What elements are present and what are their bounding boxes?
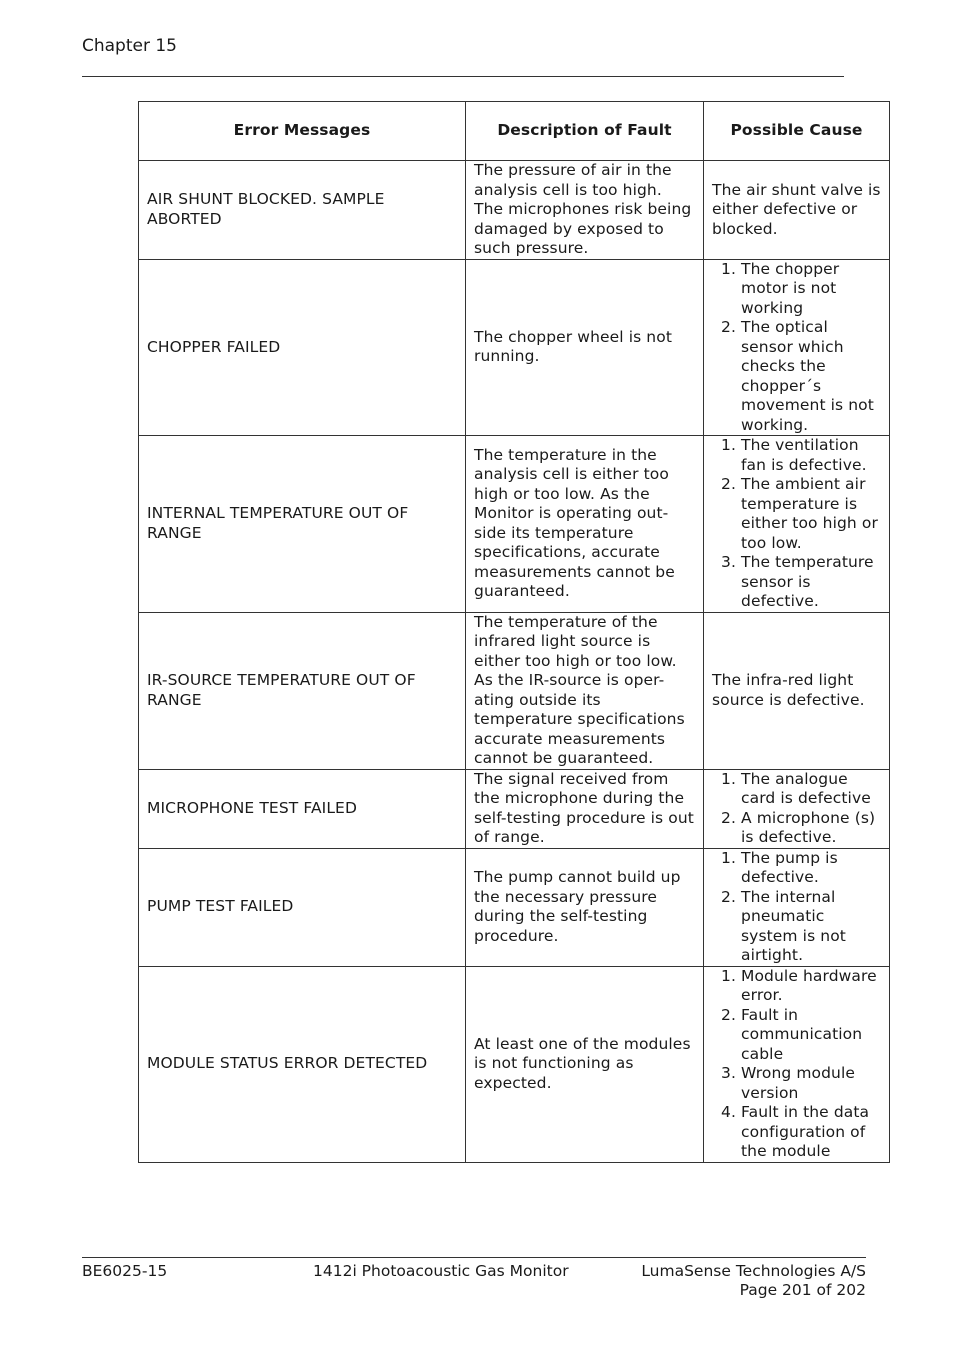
fault-description-cell: The temperature in the analysis cell is either too high or too low. As the Monitor is operating out-side its temperature specifications, accurate measurements cannot be guaranteed. <box>466 436 704 613</box>
footer-company: LumaSense Technologies A/S <box>641 1262 866 1280</box>
cause-list-item: 2. The internal pneumatic system is not airtight. <box>741 888 881 966</box>
cause-list-item: 2. The ambient air temperature is either too high or too low. <box>741 475 881 553</box>
cause-list-item: 1. The ventilation fan is defective. <box>741 436 881 475</box>
chapter-heading: Chapter 15 <box>82 36 178 56</box>
possible-cause-cell <box>704 769 890 848</box>
error-messages-table <box>138 101 890 1163</box>
error-message-cell: CHOPPER FAILED <box>139 259 466 436</box>
cause-list <box>712 260 881 436</box>
cause-list-item: 3. The temperature sensor is defective. <box>741 553 881 612</box>
error-message-cell: AIR SHUNT BLOCKED. SAMPLE ABORTED <box>139 161 466 260</box>
cause-list-item: 3. Wrong module version <box>741 1064 881 1103</box>
header-divider <box>82 76 844 77</box>
error-message-cell: PUMP TEST FAILED <box>139 848 466 966</box>
cause-list <box>712 967 881 1162</box>
footer-page-number: Page 201 of 202 <box>739 1281 866 1299</box>
table-row <box>139 259 890 436</box>
fault-description-cell: The pressure of air in the analysis cell is too high. The microphones risk being damaged by exposed to such pressure. <box>466 161 704 260</box>
footer-divider <box>82 1257 866 1258</box>
fault-description-cell: The signal received from the microphone during the self-testing procedure is out of range. <box>466 769 704 848</box>
error-message-cell: MODULE STATUS ERROR DETECTED <box>139 966 466 1162</box>
cause-list-item: 1. The chopper motor is not working <box>741 260 881 319</box>
table-row <box>139 161 890 260</box>
possible-cause-cell <box>704 436 890 613</box>
table-header-row <box>139 102 890 161</box>
error-message-cell: IR-SOURCE TEMPERATURE OUT OF RANGE <box>139 612 466 769</box>
footer-product: 1412i Photoacoustic Gas Monitor <box>313 1262 569 1280</box>
error-message-cell: MICROPHONE TEST FAILED <box>139 769 466 848</box>
table-row <box>139 769 890 848</box>
possible-cause-cell: The air shunt valve is either defective or blocked. <box>704 161 890 260</box>
column-header-possible-cause: Possible Cause <box>704 102 890 161</box>
possible-cause-cell: The infra-red light source is defective. <box>704 612 890 769</box>
cause-list-item: 1. The pump is defective. <box>741 849 881 888</box>
cause-list-item: 1. The analogue card is defective <box>741 770 881 809</box>
table-row <box>139 612 890 769</box>
fault-description-cell: The temperature of the infrared light source is either too high or too low. As the IR-source is oper-ating outside its temperature specifications accurate measurements cannot be guaranteed. <box>466 612 704 769</box>
possible-cause-cell <box>704 848 890 966</box>
fault-description-cell: The pump cannot build up the necessary pressure during the self-testing procedure. <box>466 848 704 966</box>
table-row <box>139 848 890 966</box>
column-header-description: Description of Fault <box>466 102 704 161</box>
cause-list-item: 1. Module hardware error. <box>741 967 881 1006</box>
cause-list <box>712 770 881 848</box>
cause-list <box>712 849 881 966</box>
footer-doc-id: BE6025-15 <box>82 1262 168 1280</box>
cause-list-item: 2. A microphone (s) is defective. <box>741 809 881 848</box>
table-row <box>139 966 890 1162</box>
possible-cause-cell <box>704 966 890 1162</box>
error-message-cell: INTERNAL TEMPERATURE OUT OF RANGE <box>139 436 466 613</box>
cause-list-item: 2. Fault in communication cable <box>741 1006 881 1065</box>
fault-description-cell: The chopper wheel is not running. <box>466 259 704 436</box>
cause-list-item: 2. The optical sensor which checks the chopper´s movement is not working. <box>741 318 881 435</box>
cause-list <box>712 436 881 612</box>
possible-cause-cell <box>704 259 890 436</box>
fault-description-cell: At least one of the modules is not functioning as expected. <box>466 966 704 1162</box>
column-header-error-messages: Error Messages <box>139 102 466 161</box>
cause-list-item: 4. Fault in the data configuration of the module <box>741 1103 881 1162</box>
table-row <box>139 436 890 613</box>
